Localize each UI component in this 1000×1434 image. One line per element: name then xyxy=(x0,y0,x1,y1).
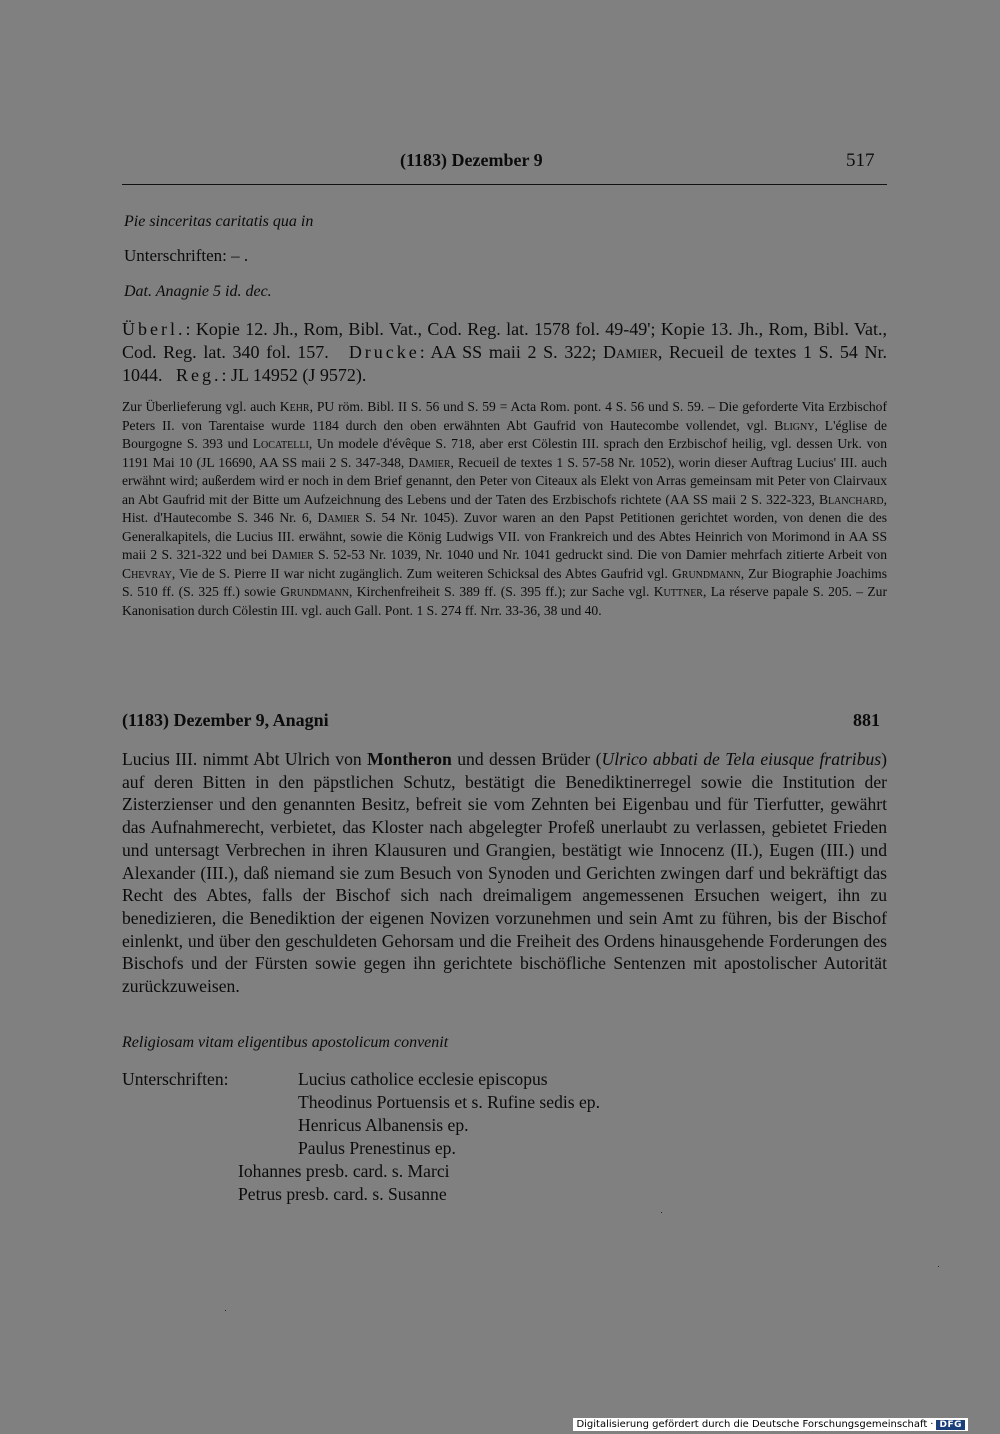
ueberl-label: Überl. xyxy=(122,319,186,339)
signature-line: Theodinus Portuensis et s. Rufine sedis ep. xyxy=(298,1092,600,1112)
header-rule xyxy=(122,184,887,185)
incipit-880: Pie sinceritas caritatis qua in xyxy=(124,213,314,230)
incipit-881: Religiosam vitam eligentibus apostolicum convenit xyxy=(122,1034,449,1051)
reg-label: Reg. xyxy=(176,365,222,385)
signature-line: Paulus Prenestinus ep. xyxy=(298,1138,456,1158)
note-text: , Un modele d'évêque S. 718, aber erst Cölestin III. sprach den Erzbischof heilig, vgl. dessen Urk. von 1191 Mai 10 (JL 16690, AA SS maii 2 S. 347-348, xyxy=(122,436,887,470)
regest-text: ) auf deren Bitten in den päpstlichen Schutz, bestätigt die Benediktinerregel sowie die Institution der Zisterzienser und den genannten Besitz, befreit sie vom Zehnten bei Eigenbau und für Tierfutter, gewährt das Aufnahmerecht, verbietet, das Kloster nach abgelegter Profeß unerlaubt zu verlassen, gebietet Frieden und untersagt Verbrechen in ihren Klausuren und Grangien, bestätigt wie Innocenz (II.), Eugen (III.) und Alexander (III.), daß niemand sie zum Besuch von Synoden und Gerichten zwingen darf und bekräftigt das Recht des Abtes, falls der Bischof sich nach dreimaligem angemessenen Ersuchen weigert, ihn zu benedizieren, die Benediktion der eigenen Novizen vorzunehmen und sein Amt zu führen, bis der Bischof einlenkt, und über den geschuldeten Gehorsam und die Freiheit des Ordens hinausgehende Forderungen des Bischofs und der Fürsten sowie gegen ihn gerichtete bischöfliche Sentenzen mit apostolischer Autorität zurückzuweisen. xyxy=(122,749,887,997)
note-author: Locatelli xyxy=(252,436,309,451)
note-author: Blanchard xyxy=(818,491,884,507)
note-text: , Vie de S. Pierre II war nicht zugänglich. Zum weiteren Schicksal des Abtes Gaufrid vgl. xyxy=(171,565,672,581)
drucke-author: Damier xyxy=(603,342,658,362)
note-author: Damier xyxy=(317,510,360,525)
note-author: Chevray xyxy=(122,565,172,581)
signature-line: Henricus Albanensis ep. xyxy=(298,1115,469,1135)
note-text: S. 52-53 Nr. 1039, Nr. 1040 und Nr. 1041 gedruckt sind. Die von Damier mehrfach zitierte Arbeit von xyxy=(313,547,887,562)
note-author: Damier xyxy=(408,454,451,470)
note-text: S. 54 Nr. 1045). Zuvor waren an den Papst Petitionen gerichtet worden, von denen die des Generalkapitels, die Lucius III. erwähnt, sowie die König Ludwigs VII. von Frankreich und des Abtes Heinrich von Morimond in AA SS maii 2 S. 321-322 und bei xyxy=(122,510,887,562)
scan-speck xyxy=(661,1212,662,1213)
note-author: Grundmann xyxy=(671,565,741,581)
note-text: , PU röm. Bibl. II S. 56 und S. 59 = Acta Rom. pont. 4 S. 56 und S. 59. – Die geforderte Vita Erzbischof Peters II. von Tarentaise wurde 1184 durch den oben erwähnten Abt Gaufrid von Hautecombe vollendet, vgl. xyxy=(122,399,887,433)
signature-line: Iohannes presb. card. s. Marci xyxy=(238,1161,450,1181)
note-author: Grundmann xyxy=(280,584,349,599)
regest-place: Montheron xyxy=(367,749,452,769)
drucke-label: Drucke xyxy=(348,342,420,362)
note-text: , La réserve papale S. 205. – Zur Kanonisation durch Cölestin III. vgl. auch Gall. Pont. 1 S. 274 ff. Nrr. 33-36, 38 und 40. xyxy=(122,584,887,618)
drucke-text-post: , Recueil de textes 1 S. 54 Nr. 1044. xyxy=(122,342,887,385)
note-text: , Zur Biographie Joachims S. 510 ff. (S. 325 ff.) sowie xyxy=(122,565,888,599)
document-number: 881 xyxy=(853,710,880,730)
signature-line: Lucius catholice ecclesie episcopus xyxy=(298,1069,548,1089)
ueberl-text: : Kopie 12. Jh., Rom, Bibl. Vat., Cod. Reg. lat. 1578 fol. 49-49'; Kopie 13. Jh., Rom, Bibl. Vat., Cod. Reg. lat. 340 fol. 157. xyxy=(122,319,887,362)
signatures-880: Unterschriften: – . xyxy=(124,246,249,265)
note-text: , Kirchenfreiheit S. 389 ff. (S. 395 ff.); zur Sache vgl. xyxy=(349,584,654,599)
note-author: Kuttner xyxy=(653,584,703,599)
drucke-text-pre: : AA SS maii 2 S. 322; xyxy=(419,342,597,362)
reg-text: : JL 14952 (J 9572). xyxy=(221,365,367,385)
dfg-logo: DFG xyxy=(936,1420,965,1430)
regest-paragraph xyxy=(122,748,887,998)
note-text: , L'église de Bourgogne S. 393 und xyxy=(122,417,887,451)
signatures-label: Unterschriften: xyxy=(122,1069,229,1089)
regest-latin: Ulrico abbati de Tela eiusque fratribus xyxy=(601,749,882,769)
transmission-paragraph xyxy=(122,318,887,387)
note-text: , Hist. d'Hautecombe S. 346 Nr. 6, xyxy=(122,491,887,525)
regest-text: Lucius III. nimmt Abt Ulrich von xyxy=(122,749,368,769)
commentary-notes xyxy=(122,398,887,620)
scan-speck xyxy=(225,1310,226,1311)
note-text: Zur Überlieferung vgl. auch xyxy=(122,399,280,414)
page-number: 517 xyxy=(846,150,875,171)
signature-line: Petrus presb. card. s. Susanne xyxy=(238,1184,447,1204)
note-author: Bligny xyxy=(774,417,815,433)
credit-separator-dot: · xyxy=(930,1419,934,1430)
page-header-title: (1183) Dezember 9 xyxy=(400,150,543,170)
note-text: , Recueil de textes 1 S. 57-58 Nr. 1052), worin dieser Auftrag Lucius' III. auch erwähnt wird; außerdem wird er noch in dem Brief genannt, den Peter von Citeaux als Elekt von Arras gemeinsam mit Peter von Clairvaux an Abt Gaufrid mit der Bitte um Aufzeichnung des Lebens und der Taten des Erzbischofs richtete (AA SS maii 2 S. 322-323, xyxy=(122,454,888,507)
digitization-credit xyxy=(573,1418,968,1431)
credit-text: Digitalisierung gefördert durch die Deutsche Forschungsgemeinschaft xyxy=(576,1419,928,1430)
note-author: Kehr xyxy=(279,399,310,414)
note-author: Damier xyxy=(271,547,314,562)
dating-880: Dat. Anagnie 5 id. dec. xyxy=(124,283,272,300)
scan-speck xyxy=(938,1266,939,1267)
regest-text: und dessen Brüder ( xyxy=(451,749,602,769)
document-title: (1183) Dezember 9, Anagni xyxy=(122,710,329,730)
